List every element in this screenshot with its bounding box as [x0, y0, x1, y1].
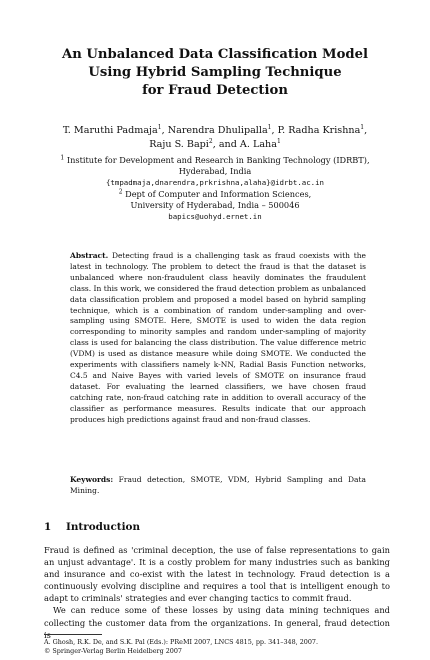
affiliation-marker: 1 [276, 137, 281, 145]
title-line: for Fraud Detection [142, 83, 288, 98]
affiliation-name: $^1$ Institute for Development and Research in Banking Technology (IDRBT), [60, 154, 370, 165]
affiliation-marker: 1 [60, 154, 65, 162]
author-name: T. Maruthi Padmaja [62, 125, 158, 136]
abstract-label: Abstract. [70, 251, 109, 260]
title-line: An Unbalanced Data Classification Model [61, 47, 368, 62]
affiliation-email: bapics@uohyd.ernet.in [168, 212, 262, 222]
section-heading [44, 521, 140, 533]
footer [44, 638, 318, 655]
affiliation-name: $^2$ Dept of Computer and Information Sciences, [118, 187, 312, 199]
keywords [70, 475, 366, 497]
section-title: Introduction [66, 521, 140, 533]
author-list [30, 124, 400, 152]
author-name: Raju S. Bapi [149, 139, 209, 150]
abstract-text: Detecting fraud is a challenging task as fraud coexists with the latest in technology. The problem to detect the fraud is that the dataset is unbalanced where non-fraudulent class heavily dominates the fraudulent class. In this work, we considered the fraud detection problem as unbalanced data classification problem and proposed a model based on hybrid sampling technique, which is a combination of random under-sampling and over-sampling using SMOTE. Here, SMOTE is used to widen the data region corresponding to minority samples and random under-sampling of majority class is used for balancing the class distribution. The value difference metric (VDM) is used as distance measure while doing SMOTE. We conducted the experiments with classifiers namely k-NN, Radial Basis Function networks, C4.5 and Naive Bayes with varied levels of SMOTE on insurance fraud dataset. For evaluating the learned classifiers, we have chosen fraud catching rate, non-fraud catching rate in addition to overall accuracy of the classifier as performance measures. Results indicate that our approach produces high predictions against fraud and non-fraud classes. [70, 251, 366, 424]
paragraph: Fraud is defined as 'criminal deception, the use of false representations to gain an unjust advantage'. It is a costly problem for many industries such as banking and insurance and co-exist with the latest in technology. Fraud detection is a continuously evolving discipline and requires a tool that is intelligent enough to adapt to criminals' strategies and ever changing tactics to commit fraud. [44, 545, 390, 604]
paper-title [30, 46, 400, 100]
author-name: A. Laha [239, 139, 277, 150]
affiliation-marker: 1 [360, 123, 365, 131]
affiliation-place: University of Hyderabad, India – 500046 [130, 199, 300, 210]
affiliations [30, 155, 400, 222]
abstract [70, 251, 366, 426]
section-number: 1 [44, 521, 52, 533]
footnote-rule [44, 634, 102, 635]
affiliation-marker: 1 [267, 123, 272, 131]
paragraph: We can reduce some of these losses by using data mining techniques and collecting the customer data from the organizations. In general, fraud detection is [44, 605, 390, 640]
affiliation-email: {tmpadmaja,dnarendra,prkrishna,alaha}@idrbt.ac.in [105, 178, 325, 188]
author-line: Raju S. Bapi$^2$, and A. Laha$^1$ [149, 137, 281, 150]
affiliation-marker: 1 [157, 123, 162, 131]
footer-citation: A. Ghosh, R.K. De, and S.K. Pal (Eds.): PReMI 2007, LNCS 4815, pp. 341–348, 2007. [44, 638, 319, 646]
footer-copyright: © Springer-Verlag Berlin Heidelberg 2007 [44, 646, 182, 655]
affiliation-place: Hyderabad, India [178, 166, 252, 177]
author-name: Narendra Dhulipalla [167, 125, 268, 136]
title-line: Using Hybrid Sampling Technique [88, 65, 342, 80]
affiliation-marker: 2 [208, 137, 213, 145]
body-text [44, 544, 390, 641]
keywords-text: Fraud detection, SMOTE, VDM, Hybrid Sampling and Data Mining. [70, 475, 366, 495]
author-line: T. Maruthi Padmaja$^1$, Narendra Dhulipalla$^1$, P. Radha Krishna$^1$, [62, 123, 368, 136]
keywords-label: Keywords: [70, 475, 114, 484]
affiliation-marker: 2 [118, 187, 123, 195]
author-name: P. Radha Krishna [277, 125, 361, 136]
